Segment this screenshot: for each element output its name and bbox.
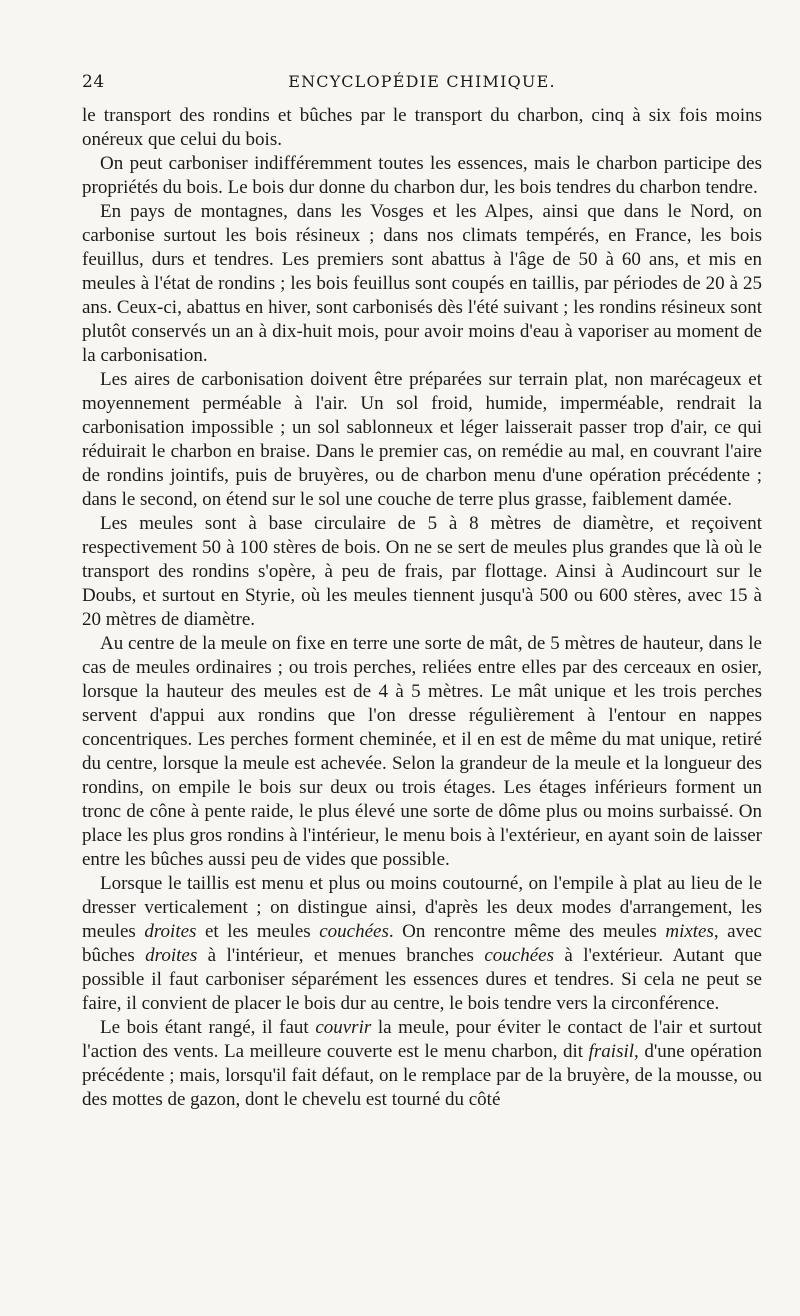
italic-term-fraisil: fraisil — [588, 1041, 635, 1062]
italic-term-droites: droites — [145, 945, 198, 966]
text-run: Lorsque le taillis est menu et plus ou moins coutourné, on l'empile à plat au lieu de le dresser verticalement ; on distingue ainsi, d'après les deux modes d'arrangement, les meules — [82, 873, 762, 942]
paragraph-2: On peut carboniser indifféremment toutes les essences, mais le charbon participe des propriétés du bois. Le bois dur donne du charbon dur, les bois tendres du charbon tendre. — [82, 153, 762, 198]
paragraph-1: le transport des rondins et bûches par le transport du charbon, cinq à six fois moins onéreux que celui du bois. — [82, 105, 762, 150]
text-run: à l'extérieur. Autant que possible il faut carboniser séparément les essences dures et tendres. Si cela ne peut se faire, il convient de placer le bois dur au centre, le bois tendre vers la circonférence. — [82, 945, 762, 1014]
paragraph-4: Les aires de carbonisation doivent être préparées sur terrain plat, non marécageux et moyennement perméable à l'air. Un sol froid, humide, imperméable, rendrait la carbonisation impossible ; un sol sablonneux et léger laisserait passer trop d'air, ce qui réduirait le charbon en braise. Dans le premier cas, on remédie au mal, en couvrant l'aire de rondins jointifs, puis de bruyères, ou de charbon menu d'une opération précédente ; dans le second, on étend sur le sol une couche de terre plus grasse, faiblement damée. — [82, 369, 762, 510]
italic-term-couvrir: couvrir — [315, 1017, 372, 1038]
page-header — [82, 72, 762, 100]
italic-term-droites: droites — [144, 921, 197, 942]
paragraph-7 — [82, 872, 762, 1016]
text-run: , avec bûches — [82, 921, 762, 966]
text-run: à l'intérieur, et menues branches — [197, 945, 485, 966]
italic-term-couchees: couchées — [319, 921, 389, 942]
page-number: 24 — [82, 72, 105, 92]
paragraph-3: En pays de montagnes, dans les Vosges et les Alpes, ainsi que dans le Nord, on carbonise surtout les bois résineux ; dans nos climats tempérés, en France, les bois feuillus, durs et tendres. Les premiers sont abattus à l'âge de 50 à 60 ans, et mis en meules à l'état de rondins ; les bois feuillus sont coupés en taillis, par périodes de 20 à 25 ans. Ceux-ci, abattus en hiver, sont carbonisés dès l'été suivant ; les rondins résineux sont plutôt conservés un an à dix-huit mois, pour avoir moins d'eau à vaporiser au moment de la carbonisation. — [82, 201, 762, 366]
text-run: et les meules — [196, 921, 320, 942]
text-run: , d'une opération précédente ; mais, lorsqu'il fait défaut, on le remplace par de la bruyère, de la mousse, ou des mottes de gazon, dont le chevelu est tourné du côté — [82, 1041, 762, 1110]
text-run: la meule, pour éviter le contact de l'air et surtout l'action des vents. La meilleure couverte est le menu charbon, dit — [82, 1017, 762, 1062]
running-title: ENCYCLOPÉDIE CHIMIQUE. — [288, 72, 556, 91]
body-text — [82, 104, 762, 1112]
text-run: Le bois étant rangé, il faut — [100, 1017, 316, 1038]
paragraph-5: Les meules sont à base circulaire de 5 à 8 mètres de diamètre, et reçoivent respectivement 50 à 100 stères de bois. On ne se sert de meules plus grandes que là où le transport des rondins s'opère, à peu de frais, par flottage. Ainsi à Audincourt sur le Doubs, et surtout en Styrie, où les meules tiennent jusqu'à 500 ou 600 stères, avec 15 à 20 mètres de diamètre. — [82, 513, 762, 630]
italic-term-couchees: couchées — [484, 945, 554, 966]
paragraph-8 — [82, 1016, 762, 1112]
paragraph-6: Au centre de la meule on fixe en terre une sorte de mât, de 5 mètres de hauteur, dans le cas de meules ordinaires ; ou trois perches, reliées entre elles par des cerceaux en osier, lorsque la hauteur des meules est de 4 à 5 mètres. Le mât unique et les trois perches servent d'appui aux rondins que l'on dresse régulièrement à l'entour en nappes concentriques. Les perches forment cheminée, et il en est de même du mat unique, retiré du centre, lorsque la meule est achevée. Selon la grandeur de la meule et la longueur des rondins, on empile le bois sur deux ou trois étages. Les étages inférieurs forment un tronc de cône à pente raide, le plus élevé une sorte de dôme plus ou moins surbaissé. On place les plus gros rondins à l'intérieur, le menu bois à l'extérieur, en ayant soin de laisser entre les bûches aussi peu de vides que possible. — [82, 633, 762, 870]
italic-term-mixtes: mixtes — [665, 921, 714, 942]
text-run: . On rencontre même des meules — [388, 921, 666, 942]
